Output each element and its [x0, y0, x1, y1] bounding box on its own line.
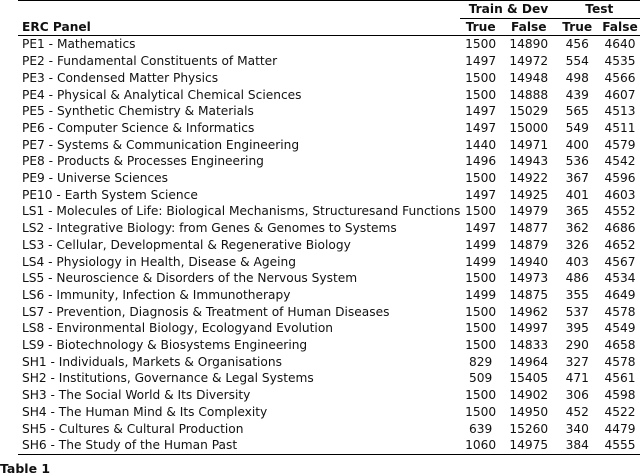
- cell-panel: SH1 - Individuals, Markets & Organisations: [22, 354, 282, 369]
- table-row: [18, 287, 640, 304]
- cell-train-true: 1500: [465, 87, 497, 102]
- erc-panel-table: [18, 0, 640, 455]
- cell-train-false: 14997: [509, 321, 549, 336]
- table-row: [18, 237, 640, 254]
- erc-panel-table-container: [18, 0, 640, 455]
- table-row: [18, 36, 640, 53]
- cell-test-false: 4579: [604, 137, 636, 152]
- cell-train-true: 509: [469, 371, 493, 386]
- table-row: [18, 187, 640, 204]
- cell-train-false: 14962: [509, 304, 549, 319]
- cell-test-false: 4555: [604, 438, 636, 453]
- cell-test-true: 565: [565, 104, 589, 119]
- cell-test-false: 4607: [604, 87, 636, 102]
- table-row: [18, 153, 640, 170]
- cell-train-false: 14972: [509, 54, 549, 69]
- cell-train-true: 639: [469, 421, 493, 436]
- cell-train-true: 1497: [465, 187, 497, 202]
- cell-test-true: 554: [565, 54, 589, 69]
- cell-train-false: 14943: [509, 154, 549, 169]
- cell-panel: LS8 - Environmental Biology, Ecologyand Evolution: [22, 321, 333, 336]
- header-test: Test: [557, 1, 640, 19]
- cell-train-false: 14877: [509, 221, 549, 236]
- cell-test-true: 549: [565, 120, 589, 135]
- cell-train-true: 1500: [465, 37, 497, 52]
- cell-test-true: 384: [565, 438, 589, 453]
- cell-train-false: 14973: [509, 271, 549, 286]
- cell-train-false: 14890: [509, 37, 549, 52]
- table-row: [18, 53, 640, 70]
- table-header: [18, 1, 640, 36]
- header-train-false: False: [510, 19, 547, 34]
- cell-panel: SH4 - The Human Mind & Its Complexity: [22, 404, 268, 419]
- cell-train-false: 15000: [509, 120, 549, 135]
- cell-train-false: 14950: [509, 404, 549, 419]
- cell-panel: PE5 - Synthetic Chemistry & Materials: [22, 104, 254, 119]
- cell-panel: LS9 - Biotechnology & Biosystems Engineering: [22, 338, 308, 353]
- cell-test-false: 4534: [604, 271, 636, 286]
- table-row: [18, 337, 640, 354]
- table-row: [18, 137, 640, 154]
- cell-train-false: 14925: [509, 187, 549, 202]
- cell-test-false: 4522: [604, 404, 636, 419]
- cell-test-true: 471: [565, 371, 589, 386]
- cell-train-false: 14979: [509, 204, 549, 219]
- cell-train-true: 1500: [465, 70, 497, 85]
- cell-train-false: 14922: [509, 171, 549, 186]
- cell-test-false: 4598: [604, 388, 636, 403]
- cell-panel: PE3 - Condensed Matter Physics: [22, 70, 219, 85]
- cell-panel: SH2 - Institutions, Governance & Legal Systems: [22, 371, 314, 386]
- cell-train-false: 14888: [509, 87, 549, 102]
- cell-train-false: 14875: [509, 287, 549, 302]
- cell-test-false: 4603: [604, 187, 636, 202]
- header-test-false: False: [602, 19, 638, 34]
- header-train-true: True: [465, 19, 496, 34]
- cell-train-true: 1500: [465, 388, 497, 403]
- table-row: [18, 103, 640, 120]
- table-row: [18, 437, 640, 454]
- header-row-groups: [18, 1, 640, 19]
- cell-test-false: 4511: [604, 120, 636, 135]
- cell-test-false: 4552: [604, 204, 636, 219]
- table-row: [18, 220, 640, 237]
- cell-train-true: 1497: [465, 120, 497, 135]
- cell-train-true: 1499: [465, 237, 497, 252]
- cell-test-true: 486: [565, 271, 589, 286]
- cell-train-false: 14975: [509, 438, 549, 453]
- cell-test-true: 403: [565, 254, 589, 269]
- cell-train-true: 829: [469, 354, 493, 369]
- cell-train-true: 1060: [465, 438, 497, 453]
- cell-test-true: 395: [565, 321, 589, 336]
- cell-test-true: 452: [565, 404, 589, 419]
- cell-test-false: 4549: [604, 321, 636, 336]
- cell-test-false: 4567: [604, 254, 636, 269]
- cell-train-true: 1500: [465, 204, 497, 219]
- cell-train-true: 1499: [465, 287, 497, 302]
- cell-train-true: 1440: [465, 137, 497, 152]
- table-row: [18, 370, 640, 387]
- cell-train-false: 14902: [509, 388, 549, 403]
- cell-panel: SH6 - The Study of the Human Past: [22, 438, 238, 453]
- cell-train-true: 1496: [465, 154, 497, 169]
- table-row: [18, 70, 640, 87]
- cell-train-false: 14964: [509, 354, 549, 369]
- cell-test-true: 365: [565, 204, 589, 219]
- cell-test-true: 326: [565, 237, 589, 252]
- table-row: [18, 404, 640, 421]
- cell-panel: LS7 - Prevention, Diagnosis & Treatment of Human Diseases: [22, 304, 390, 319]
- cell-train-false: 14971: [509, 137, 549, 152]
- cell-train-true: 1497: [465, 221, 497, 236]
- cell-panel: LS5 - Neuroscience & Disorders of the Nervous System: [22, 271, 358, 286]
- cell-test-true: 362: [565, 221, 589, 236]
- cell-test-true: 536: [565, 154, 589, 169]
- cell-train-true: 1500: [465, 338, 497, 353]
- table-row: [18, 421, 640, 438]
- table-row: [18, 304, 640, 321]
- cell-test-true: 498: [565, 70, 589, 85]
- cell-train-true: 1497: [465, 104, 497, 119]
- cell-train-true: 1500: [465, 404, 497, 419]
- cell-test-true: 439: [565, 87, 589, 102]
- cell-panel: PE7 - Systems & Communication Engineering: [22, 137, 300, 152]
- cell-test-false: 4640: [604, 37, 636, 52]
- cell-test-true: 355: [565, 287, 589, 302]
- cell-panel: LS2 - Integrative Biology: from Genes & Genomes to Systems: [22, 221, 397, 236]
- cell-test-false: 4542: [604, 154, 636, 169]
- cell-test-true: 367: [565, 171, 589, 186]
- cell-test-false: 4596: [604, 171, 636, 186]
- table-body: [18, 36, 640, 455]
- cell-test-false: 4566: [604, 70, 636, 85]
- cell-train-false: 15029: [509, 104, 549, 119]
- cell-test-false: 4535: [604, 54, 636, 69]
- cell-train-false: 14940: [509, 254, 549, 269]
- table-row: [18, 320, 640, 337]
- cell-train-true: 1500: [465, 171, 497, 186]
- cell-train-false: 15405: [509, 371, 549, 386]
- cell-train-false: 15260: [509, 421, 549, 436]
- cell-train-true: 1497: [465, 54, 497, 69]
- cell-panel: PE6 - Computer Science & Informatics: [22, 120, 255, 135]
- cell-test-true: 340: [565, 421, 589, 436]
- cell-panel: LS1 - Molecules of Life: Biological Mechanisms, Structuresand Functions: [22, 204, 461, 219]
- cell-test-true: 537: [565, 304, 589, 319]
- cell-test-true: 400: [565, 137, 589, 152]
- cell-panel: LS6 - Immunity, Infection & Immunotherapy: [22, 287, 291, 302]
- cell-test-true: 327: [565, 354, 589, 369]
- cell-test-true: 401: [565, 187, 589, 202]
- table-row: [18, 270, 640, 287]
- cell-test-false: 4649: [604, 287, 636, 302]
- table-row: [18, 254, 640, 271]
- cell-panel: PE2 - Fundamental Constituents of Matter: [22, 54, 278, 69]
- table-row: [18, 170, 640, 187]
- table-row: [18, 354, 640, 371]
- table-row: [18, 120, 640, 137]
- cell-test-false: 4652: [604, 237, 636, 252]
- cell-test-true: 306: [565, 388, 589, 403]
- cell-panel: PE1 - Mathematics: [22, 37, 136, 52]
- cell-panel: PE4 - Physical & Analytical Chemical Sciences: [22, 87, 302, 102]
- header-train-dev: Train & Dev: [460, 1, 556, 19]
- cell-train-true: 1500: [465, 304, 497, 319]
- cell-train-true: 1500: [465, 321, 497, 336]
- table-row: [18, 87, 640, 104]
- cell-test-true: 290: [565, 338, 589, 353]
- cell-train-false: 14948: [509, 70, 549, 85]
- cell-test-false: 4513: [604, 104, 636, 119]
- cell-panel: PE10 - Earth System Science: [22, 187, 198, 202]
- cell-panel: LS4 - Physiology in Health, Disease & Ageing: [22, 254, 296, 269]
- cell-train-true: 1499: [465, 254, 497, 269]
- cell-test-false: 4479: [604, 421, 636, 436]
- cell-train-true: 1500: [465, 271, 497, 286]
- table-caption: Table 1: [0, 461, 51, 476]
- cell-train-false: 14833: [509, 338, 549, 353]
- cell-test-false: 4658: [604, 338, 636, 353]
- table-row: [18, 203, 640, 220]
- cell-test-false: 4686: [604, 221, 636, 236]
- header-test-true: True: [562, 19, 593, 34]
- cell-panel: SH5 - Cultures & Cultural Production: [22, 421, 244, 436]
- cell-test-false: 4578: [604, 304, 636, 319]
- cell-panel: LS3 - Cellular, Developmental & Regenerative Biology: [22, 237, 351, 252]
- cell-train-false: 14879: [509, 237, 549, 252]
- header-erc-panel: ERC Panel: [18, 1, 460, 36]
- table-row: [18, 387, 640, 404]
- cell-test-true: 456: [565, 37, 589, 52]
- cell-test-false: 4578: [604, 354, 636, 369]
- cell-panel: PE9 - Universe Sciences: [22, 171, 169, 186]
- cell-panel: SH3 - The Social World & Its Diversity: [22, 388, 251, 403]
- cell-test-false: 4561: [604, 371, 636, 386]
- cell-panel: PE8 - Products & Processes Engineering: [22, 154, 264, 169]
